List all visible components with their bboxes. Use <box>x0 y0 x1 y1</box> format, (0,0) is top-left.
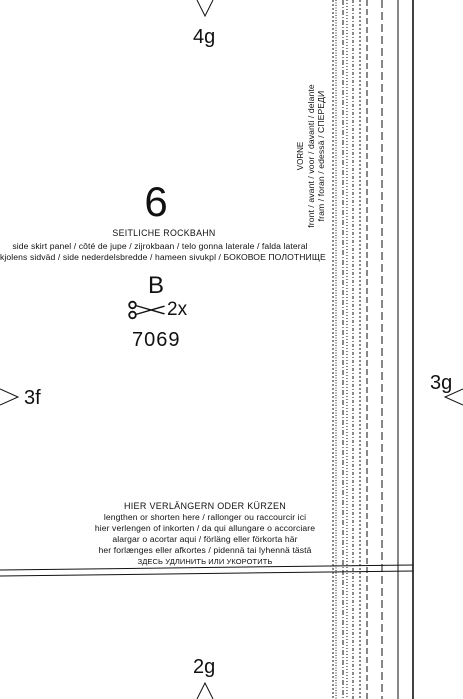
piece-translation-1: side skirt panel / côté de jupe / zijrokbaan / telo gonna laterale / falda lateral <box>12 241 308 251</box>
grainline-title: VORNE <box>296 141 305 171</box>
adjust-line-4: her forlænges eller afkortes / pidennä tai lyhennä tästä <box>98 545 312 555</box>
piece-translation-2: kjolens sidväd / side nederdelsbredde / hameen sivukpl / БОКОВОЕ ПОЛОТНИЩЕ <box>0 252 326 262</box>
adjust-line-5: ЗДЕСЬ УДЛИНИТЬ ИЛИ УКОРОТИТЬ <box>137 557 273 566</box>
adjust-line-3: alargar o acortar aqui / förläng eller förkorta här <box>112 534 298 544</box>
adjust-line-bottom <box>0 571 413 576</box>
top-notch-icon <box>197 0 213 16</box>
cut-instruction <box>128 300 187 320</box>
adjust-text <box>40 500 370 567</box>
left-notch-icon <box>0 389 18 405</box>
pattern-number: 7069 <box>132 329 181 351</box>
bottom-notch-icon <box>197 683 213 699</box>
adjust-line-2: hier verlengen of inkorten / da qui allungare o accorciare <box>94 523 316 533</box>
notch-label-bottom: 2g <box>193 656 216 678</box>
piece-name: SEITLICHE ROCKBAHN <box>112 228 216 238</box>
adjust-title: HIER VERLÄNGERN ODER KÜRZEN <box>123 501 287 511</box>
notch-label-top: 4g <box>193 26 216 48</box>
piece-number: 6 <box>144 178 168 225</box>
scissors-icon <box>128 300 166 320</box>
grainline-line-2: fram / foran / edessä / СПЕРЕДИ <box>316 90 326 222</box>
notch-label-left: 3f <box>24 387 41 409</box>
piece-info <box>0 178 326 263</box>
grainline-text <box>296 66 326 246</box>
adjust-line-1: lengthen or shorten here / rallonger ou raccourcir ici <box>103 512 307 522</box>
cut-count: 2x <box>167 299 188 320</box>
size-letter: B <box>148 272 165 299</box>
notch-label-right: 3g <box>430 372 453 394</box>
grainline-line-1: front / avant / voor / davanti / delante <box>306 84 316 228</box>
